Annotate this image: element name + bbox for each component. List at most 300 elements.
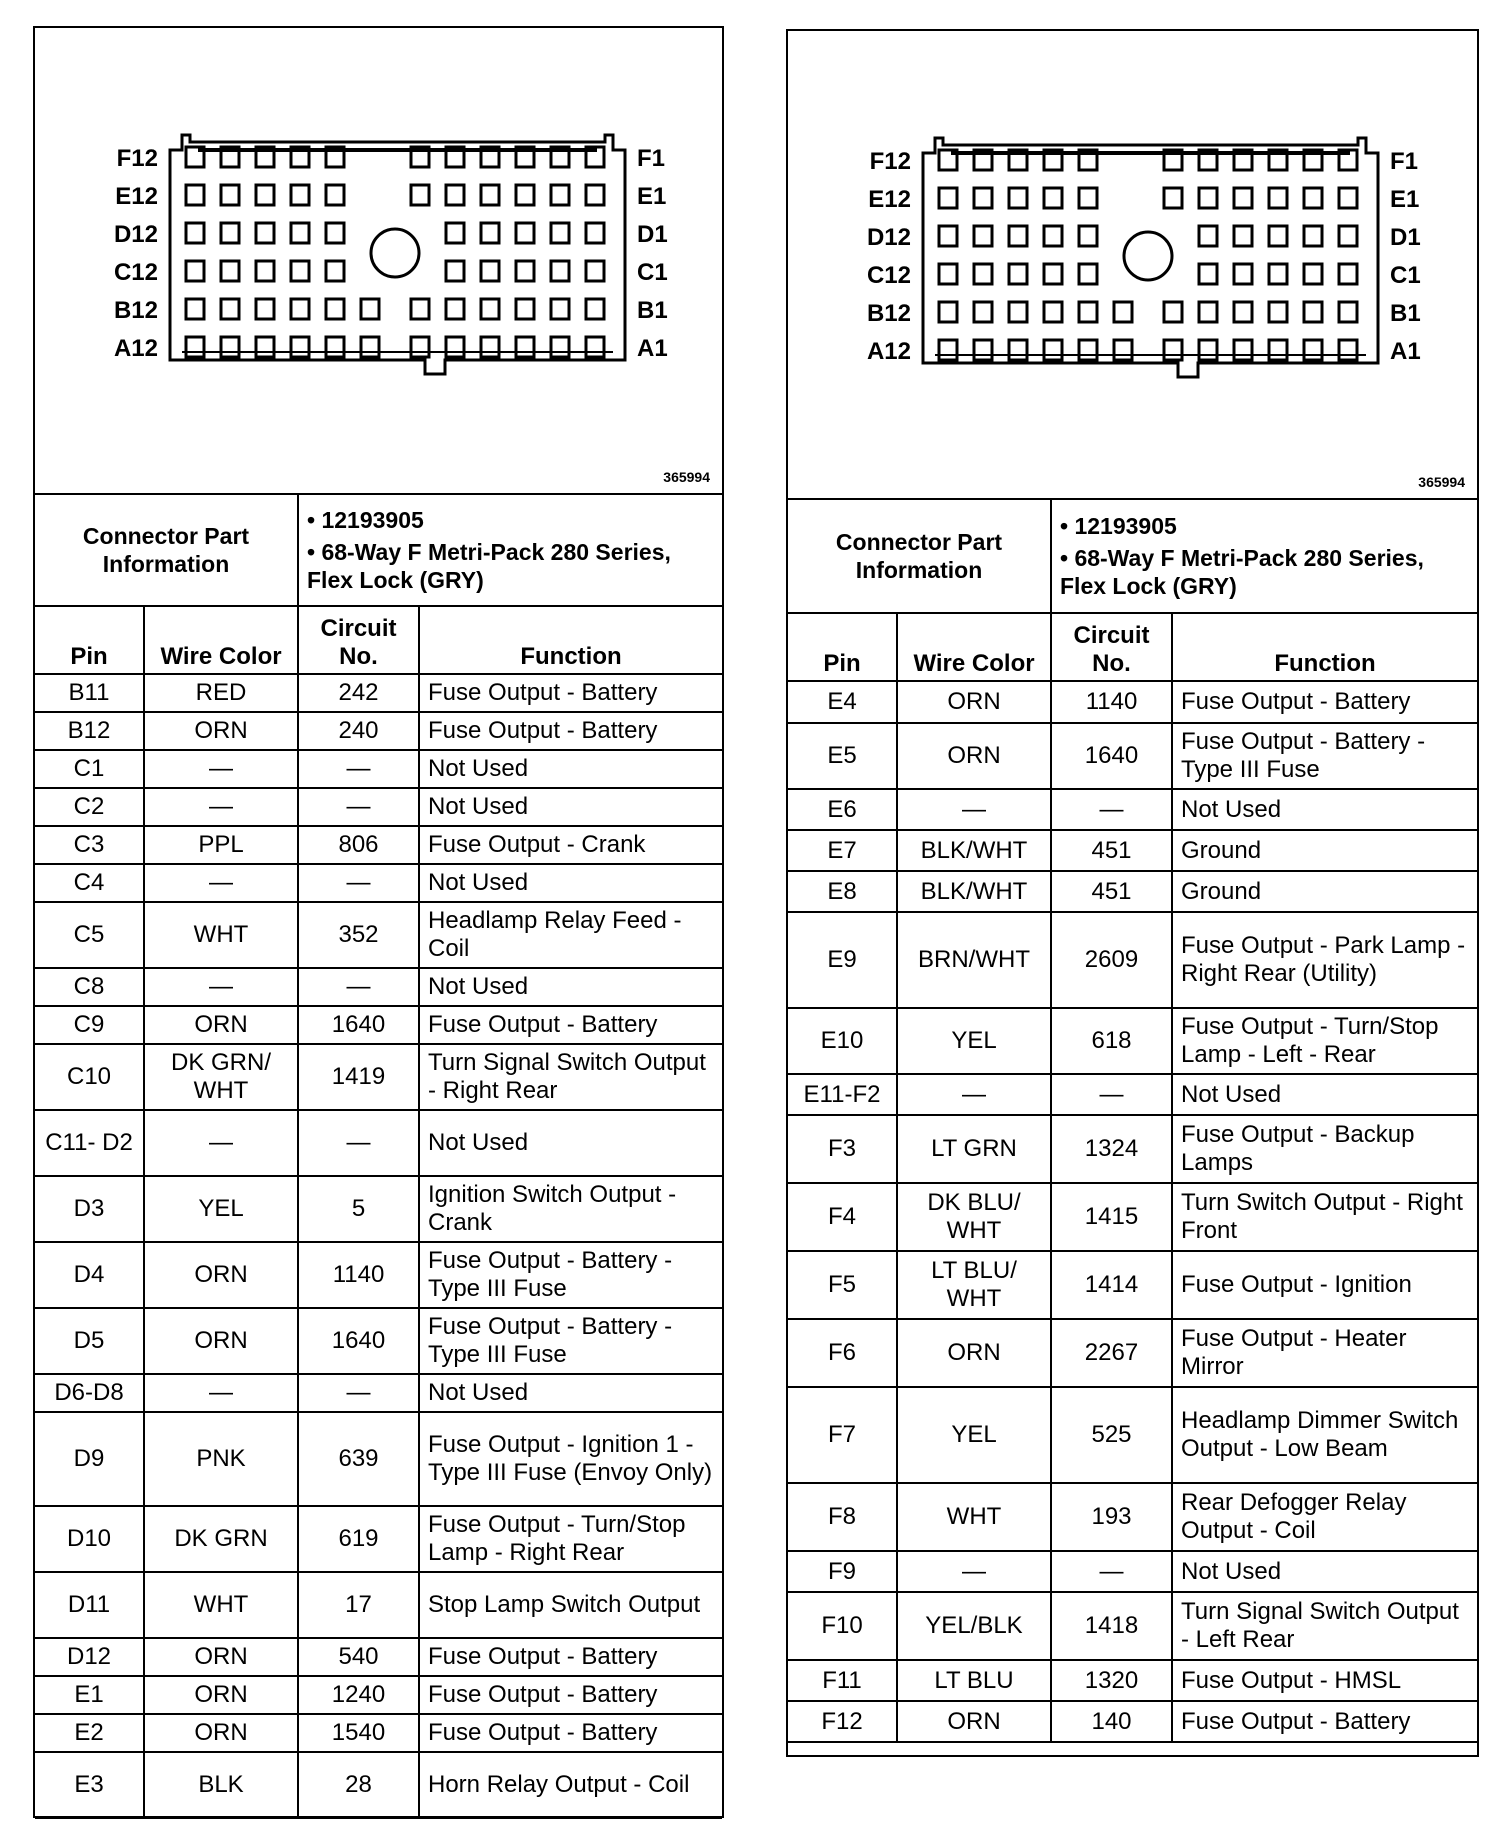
wire-color-cell: ORN <box>144 1676 298 1714</box>
pin-cavity <box>974 226 992 246</box>
pin-cavity <box>1339 302 1357 322</box>
function-cell: Turn Switch Output - Right Front <box>1172 1183 1477 1251</box>
pin-cavity <box>1234 264 1252 284</box>
pin-cavity <box>1009 340 1027 360</box>
pin-cavity <box>1339 226 1357 246</box>
row-label-right: F1 <box>637 145 666 172</box>
pin-cavity <box>1269 226 1287 246</box>
pin-row <box>788 723 1477 789</box>
pin-cavity <box>291 261 309 281</box>
pin-row <box>35 1006 722 1044</box>
pin-cavity <box>481 299 499 319</box>
pin-cell: F9 <box>788 1551 897 1592</box>
pin-cavity <box>1199 188 1217 208</box>
pin-cavity <box>516 223 534 243</box>
pin-cavity <box>1199 226 1217 246</box>
header-wire-color: Wire Color <box>897 613 1051 681</box>
circuit-cell: 1414 <box>1051 1251 1172 1319</box>
pin-row <box>35 1374 722 1412</box>
pin-cavity <box>186 223 204 243</box>
pin-table <box>35 605 722 1819</box>
pin-cavity <box>586 223 604 243</box>
pin-cavity <box>974 264 992 284</box>
wire-color-cell: ORN <box>144 712 298 750</box>
pin-cavity <box>446 223 464 243</box>
pin-cavity <box>326 223 344 243</box>
function-cell: Fuse Output - Backup Lamps <box>1172 1115 1477 1183</box>
wire-color-cell: — <box>144 968 298 1006</box>
pin-cavity <box>1044 264 1062 284</box>
pin-cell: F10 <box>788 1592 897 1660</box>
row-label-right: F1 <box>1390 148 1419 175</box>
pin-cavity <box>1009 226 1027 246</box>
pin-cavity <box>1339 340 1357 360</box>
circuit-cell: 352 <box>298 902 419 968</box>
pin-row <box>35 712 722 750</box>
row-label-left: D12 <box>113 221 158 248</box>
wire-color-cell: — <box>897 1074 1051 1115</box>
wire-color-cell: BRN/WHT <box>897 912 1051 1008</box>
pin-cell: C11- D2 <box>35 1110 144 1176</box>
pin-row <box>35 1572 722 1638</box>
pin-row <box>788 1592 1477 1660</box>
pin-cavity <box>1164 340 1182 360</box>
pin-cavity <box>186 337 204 357</box>
pin-row <box>35 1412 722 1506</box>
header-function: Function <box>1172 613 1477 681</box>
pin-row <box>35 902 722 968</box>
pin-row <box>35 1714 722 1752</box>
pin-cavity <box>186 261 204 281</box>
pin-cavity <box>1114 340 1132 360</box>
circuit-cell: 1324 <box>1051 1115 1172 1183</box>
circuit-cell: 619 <box>298 1506 419 1572</box>
pin-cavity <box>361 299 379 319</box>
pin-row <box>35 788 722 826</box>
pin-cavity <box>1269 188 1287 208</box>
circuit-cell: — <box>298 864 419 902</box>
pin-cavity <box>446 337 464 357</box>
row-label-left: D12 <box>866 224 911 251</box>
pin-cavity <box>1199 302 1217 322</box>
pin-row <box>35 1506 722 1572</box>
circuit-cell: — <box>298 968 419 1006</box>
pin-cavity <box>939 340 957 360</box>
pin-cell: F5 <box>788 1251 897 1319</box>
pin-cell: C1 <box>35 750 144 788</box>
polarizing-key-circle <box>1124 232 1172 280</box>
circuit-cell: 1540 <box>298 1714 419 1752</box>
pin-cavity <box>1009 188 1027 208</box>
circuit-cell: 140 <box>1051 1701 1172 1742</box>
wire-color-cell: ORN <box>144 1714 298 1752</box>
part-description: • 68-Way F Metri-Pack 280 Series, Flex Lock (GRY) <box>1060 545 1424 599</box>
row-label-right: D1 <box>637 221 668 248</box>
pin-cavity <box>1044 340 1062 360</box>
pin-cell: C4 <box>35 864 144 902</box>
polarizing-key-circle <box>371 229 419 277</box>
pin-row <box>35 1044 722 1110</box>
pin-cavity <box>1079 340 1097 360</box>
pin-cavity <box>1269 264 1287 284</box>
connector-part-info <box>1051 500 1477 612</box>
wire-color-cell: BLK/WHT <box>897 830 1051 871</box>
connector-info-table <box>35 495 722 605</box>
pin-row <box>788 1551 1477 1592</box>
pin-cavity <box>1164 188 1182 208</box>
function-cell: Fuse Output - Ignition 1 - Type III Fuse (Envoy Only) <box>419 1412 722 1506</box>
pin-row <box>35 968 722 1006</box>
pin-cavity <box>446 261 464 281</box>
pin-cavity <box>1304 264 1322 284</box>
part-number: • 12193905 <box>307 507 424 533</box>
pin-cavity <box>1199 340 1217 360</box>
pin-cavity <box>1304 226 1322 246</box>
pin-cavity <box>1234 340 1252 360</box>
function-cell: Fuse Output - Battery <box>419 712 722 750</box>
pin-cavity <box>1339 188 1357 208</box>
pin-cavity <box>186 185 204 205</box>
pin-cell: E8 <box>788 871 897 912</box>
function-cell: Fuse Output - Battery <box>419 1006 722 1044</box>
function-cell: Not Used <box>419 788 722 826</box>
function-cell: Fuse Output - Park Lamp - Right Rear (Utility) <box>1172 912 1477 1008</box>
wire-color-cell: ORN <box>144 1638 298 1676</box>
pin-cell: E10 <box>788 1008 897 1074</box>
pin-row <box>35 1638 722 1676</box>
function-cell: Fuse Output - Battery - Type III Fuse <box>1172 723 1477 789</box>
wire-color-cell: — <box>144 1110 298 1176</box>
circuit-cell: 806 <box>298 826 419 864</box>
pin-cavity <box>1269 302 1287 322</box>
wire-color-cell: DK GRN/ WHT <box>144 1044 298 1110</box>
pin-cavity <box>1339 264 1357 284</box>
pin-row <box>788 1701 1477 1742</box>
pin-row <box>35 826 722 864</box>
pin-row <box>788 871 1477 912</box>
wire-color-cell: YEL <box>897 1008 1051 1074</box>
row-label-right: C1 <box>1390 262 1421 289</box>
pin-cell: E3 <box>35 1752 144 1818</box>
function-cell: Rear Defogger Relay Output - Coil <box>1172 1483 1477 1551</box>
circuit-cell: — <box>298 1110 419 1176</box>
function-cell: Horn Relay Output - Coil <box>419 1752 722 1818</box>
function-cell: Not Used <box>1172 789 1477 830</box>
pin-cell: F12 <box>788 1701 897 1742</box>
function-cell: Fuse Output - Ignition <box>1172 1251 1477 1319</box>
circuit-cell: — <box>298 750 419 788</box>
wire-color-cell: ORN <box>897 1701 1051 1742</box>
pin-cavity <box>516 337 534 357</box>
pin-row <box>35 864 722 902</box>
pin-cell: F4 <box>788 1183 897 1251</box>
pin-cavity <box>256 261 274 281</box>
pin-cavity <box>586 337 604 357</box>
pin-cavity <box>1304 340 1322 360</box>
pin-cavity <box>586 261 604 281</box>
circuit-cell: 1320 <box>1051 1660 1172 1701</box>
pin-cavity <box>1044 302 1062 322</box>
pin-cavity <box>411 337 429 357</box>
wire-color-cell: — <box>144 1374 298 1412</box>
pin-row <box>35 750 722 788</box>
row-label-left: C12 <box>113 259 158 286</box>
wire-color-cell: LT BLU <box>897 1660 1051 1701</box>
row-label-left: C12 <box>866 262 911 289</box>
circuit-cell: — <box>1051 1074 1172 1115</box>
wire-color-cell: RED <box>144 674 298 712</box>
function-cell: Fuse Output - Battery <box>1172 681 1477 723</box>
function-cell: Not Used <box>419 1374 722 1412</box>
pin-cavity <box>586 299 604 319</box>
pin-cavity <box>221 299 239 319</box>
pin-row <box>788 1074 1477 1115</box>
function-cell: Fuse Output - Battery - Type III Fuse <box>419 1308 722 1374</box>
wire-color-cell: — <box>144 750 298 788</box>
wire-color-cell: LT GRN <box>897 1115 1051 1183</box>
function-cell: Fuse Output - Turn/Stop Lamp - Left - Rear <box>1172 1008 1477 1074</box>
pin-row <box>788 1008 1477 1074</box>
row-label-right: A1 <box>637 335 668 362</box>
pin-cell: D6-D8 <box>35 1374 144 1412</box>
pin-row <box>788 1115 1477 1183</box>
pin-cell: D12 <box>35 1638 144 1676</box>
pin-row <box>35 1242 722 1308</box>
pin-cavity <box>411 185 429 205</box>
pin-cavity <box>291 223 309 243</box>
row-label-left: E12 <box>115 183 158 210</box>
pin-cell: D11 <box>35 1572 144 1638</box>
pin-cavity <box>1164 302 1182 322</box>
pin-cavity <box>516 261 534 281</box>
pin-row <box>788 1660 1477 1701</box>
connector-face-drawing <box>35 28 722 493</box>
pin-cavity <box>221 223 239 243</box>
pin-cell: D4 <box>35 1242 144 1308</box>
pin-cavity <box>256 185 274 205</box>
circuit-cell: 540 <box>298 1638 419 1676</box>
circuit-cell: — <box>298 1374 419 1412</box>
circuit-cell: 242 <box>298 674 419 712</box>
header-circuit-no: Circuit No. <box>1051 613 1172 681</box>
pin-cavity <box>1304 188 1322 208</box>
pin-cavity <box>446 185 464 205</box>
pin-cavity <box>481 185 499 205</box>
pin-cavity <box>551 337 569 357</box>
function-cell: Not Used <box>419 750 722 788</box>
connector-info-table <box>788 500 1477 612</box>
pin-row <box>788 1483 1477 1551</box>
pin-cavity <box>221 261 239 281</box>
row-label-left: B12 <box>113 297 158 324</box>
pin-cell: E5 <box>788 723 897 789</box>
figure-number: 365994 <box>1418 474 1465 490</box>
wire-color-cell: DK GRN <box>144 1506 298 1572</box>
pin-row <box>35 674 722 712</box>
pin-cavity <box>1234 188 1252 208</box>
pin-cavity <box>326 185 344 205</box>
wire-color-cell: — <box>897 1551 1051 1592</box>
pin-cell: E4 <box>788 681 897 723</box>
wire-color-cell: ORN <box>897 723 1051 789</box>
wire-color-cell: PNK <box>144 1412 298 1506</box>
connector-info-label: Connector Part Information <box>788 500 1051 612</box>
pin-cavity <box>326 261 344 281</box>
pin-cavity <box>481 223 499 243</box>
pin-cavity <box>291 337 309 357</box>
wire-color-cell: BLK <box>144 1752 298 1818</box>
pin-cavity <box>939 302 957 322</box>
pin-cavity <box>256 299 274 319</box>
circuit-cell: 1419 <box>298 1044 419 1110</box>
function-cell: Not Used <box>1172 1551 1477 1592</box>
circuit-cell: 193 <box>1051 1483 1172 1551</box>
function-cell: Not Used <box>419 864 722 902</box>
pin-cavity <box>256 337 274 357</box>
circuit-cell: 451 <box>1051 830 1172 871</box>
connector-diagram <box>35 28 722 495</box>
header-pin: Pin <box>35 606 144 674</box>
row-label-left: A12 <box>113 335 158 362</box>
function-cell: Headlamp Relay Feed - Coil <box>419 902 722 968</box>
circuit-cell: 1640 <box>1051 723 1172 789</box>
pin-cavity <box>361 337 379 357</box>
function-cell: Not Used <box>419 968 722 1006</box>
pin-cavity <box>291 185 309 205</box>
pin-cavity <box>1079 302 1097 322</box>
pin-row <box>788 1251 1477 1319</box>
pin-row <box>35 1308 722 1374</box>
row-label-left: F12 <box>869 148 911 175</box>
pin-cell: F7 <box>788 1387 897 1483</box>
row-label-left: A12 <box>866 338 911 365</box>
wire-color-cell: WHT <box>144 902 298 968</box>
part-description: • 68-Way F Metri-Pack 280 Series, Flex Lock (GRY) <box>307 539 671 593</box>
pin-cell: D5 <box>35 1308 144 1374</box>
wire-color-cell: DK BLU/ WHT <box>897 1183 1051 1251</box>
pin-cavity <box>1044 188 1062 208</box>
row-label-left: E12 <box>868 186 911 213</box>
wire-color-cell: ORN <box>144 1242 298 1308</box>
pin-row <box>35 1176 722 1242</box>
circuit-cell: 2609 <box>1051 912 1172 1008</box>
pin-cell: C3 <box>35 826 144 864</box>
pin-cavity <box>551 261 569 281</box>
wire-color-cell: ORN <box>897 681 1051 723</box>
pin-cell: F6 <box>788 1319 897 1387</box>
circuit-cell: 28 <box>298 1752 419 1818</box>
circuit-cell: 17 <box>298 1572 419 1638</box>
wire-color-cell: YEL <box>897 1387 1051 1483</box>
circuit-cell: 2267 <box>1051 1319 1172 1387</box>
pin-cell: F3 <box>788 1115 897 1183</box>
circuit-cell: 1140 <box>1051 681 1172 723</box>
circuit-cell: 1640 <box>298 1308 419 1374</box>
header-function: Function <box>419 606 722 674</box>
row-label-left: F12 <box>116 145 158 172</box>
pin-cavity <box>939 264 957 284</box>
pin-cavity <box>221 185 239 205</box>
function-cell: Fuse Output - Turn/Stop Lamp - Right Rear <box>419 1506 722 1572</box>
pin-cavity <box>551 223 569 243</box>
connector-info-label: Connector Part Information <box>35 495 298 605</box>
wire-color-cell: LT BLU/ WHT <box>897 1251 1051 1319</box>
row-label-right: E1 <box>637 183 667 210</box>
circuit-cell: 1140 <box>298 1242 419 1308</box>
pin-row <box>788 1387 1477 1483</box>
wire-color-cell: WHT <box>144 1572 298 1638</box>
header-wire-color: Wire Color <box>144 606 298 674</box>
pin-cell: E9 <box>788 912 897 1008</box>
row-label-left: B12 <box>866 300 911 327</box>
pin-cavity <box>551 299 569 319</box>
pin-cavity <box>1079 264 1097 284</box>
circuit-cell: 1240 <box>298 1676 419 1714</box>
wire-color-cell: ORN <box>144 1308 298 1374</box>
pin-row <box>788 789 1477 830</box>
row-label-right: D1 <box>1390 224 1421 251</box>
connector-panel-left <box>33 26 724 1818</box>
pin-cavity <box>516 185 534 205</box>
pin-cavity <box>291 299 309 319</box>
pin-cavity <box>1044 226 1062 246</box>
pin-row <box>788 912 1477 1008</box>
circuit-cell: 1415 <box>1051 1183 1172 1251</box>
pin-cavity <box>1009 264 1027 284</box>
pin-cell: C8 <box>35 968 144 1006</box>
function-cell: Fuse Output - HMSL <box>1172 1660 1477 1701</box>
pin-cavity <box>974 302 992 322</box>
wire-color-cell: ORN <box>144 1006 298 1044</box>
circuit-cell: 240 <box>298 712 419 750</box>
pin-cavity <box>481 337 499 357</box>
pin-cell: B11 <box>35 674 144 712</box>
function-cell: Ground <box>1172 871 1477 912</box>
pin-cavity <box>1009 302 1027 322</box>
figure-number: 365994 <box>663 469 710 485</box>
function-cell: Fuse Output - Crank <box>419 826 722 864</box>
circuit-cell: 525 <box>1051 1387 1172 1483</box>
pin-cavity <box>1199 264 1217 284</box>
circuit-cell: — <box>1051 1551 1172 1592</box>
wire-color-cell: — <box>144 788 298 826</box>
row-label-right: B1 <box>1390 300 1421 327</box>
pin-cavity <box>1304 302 1322 322</box>
connector-diagram <box>788 31 1477 500</box>
wire-color-cell: PPL <box>144 826 298 864</box>
pin-cell: C10 <box>35 1044 144 1110</box>
pin-cell: F8 <box>788 1483 897 1551</box>
circuit-cell: 618 <box>1051 1008 1172 1074</box>
pin-row <box>35 1752 722 1818</box>
pin-cavity <box>551 185 569 205</box>
circuit-cell: 1640 <box>298 1006 419 1044</box>
wire-color-cell: YEL/BLK <box>897 1592 1051 1660</box>
pin-cell: B12 <box>35 712 144 750</box>
function-cell: Not Used <box>1172 1074 1477 1115</box>
function-cell: Fuse Output - Battery - Type III Fuse <box>419 1242 722 1308</box>
header-pin: Pin <box>788 613 897 681</box>
pin-row <box>788 830 1477 871</box>
pin-cavity <box>446 299 464 319</box>
pin-cavity <box>411 299 429 319</box>
pin-cavity <box>974 188 992 208</box>
pin-table <box>788 612 1477 1743</box>
function-cell: Ground <box>1172 830 1477 871</box>
wire-color-cell: WHT <box>897 1483 1051 1551</box>
function-cell: Fuse Output - Battery <box>419 1714 722 1752</box>
pin-cavity <box>1114 302 1132 322</box>
